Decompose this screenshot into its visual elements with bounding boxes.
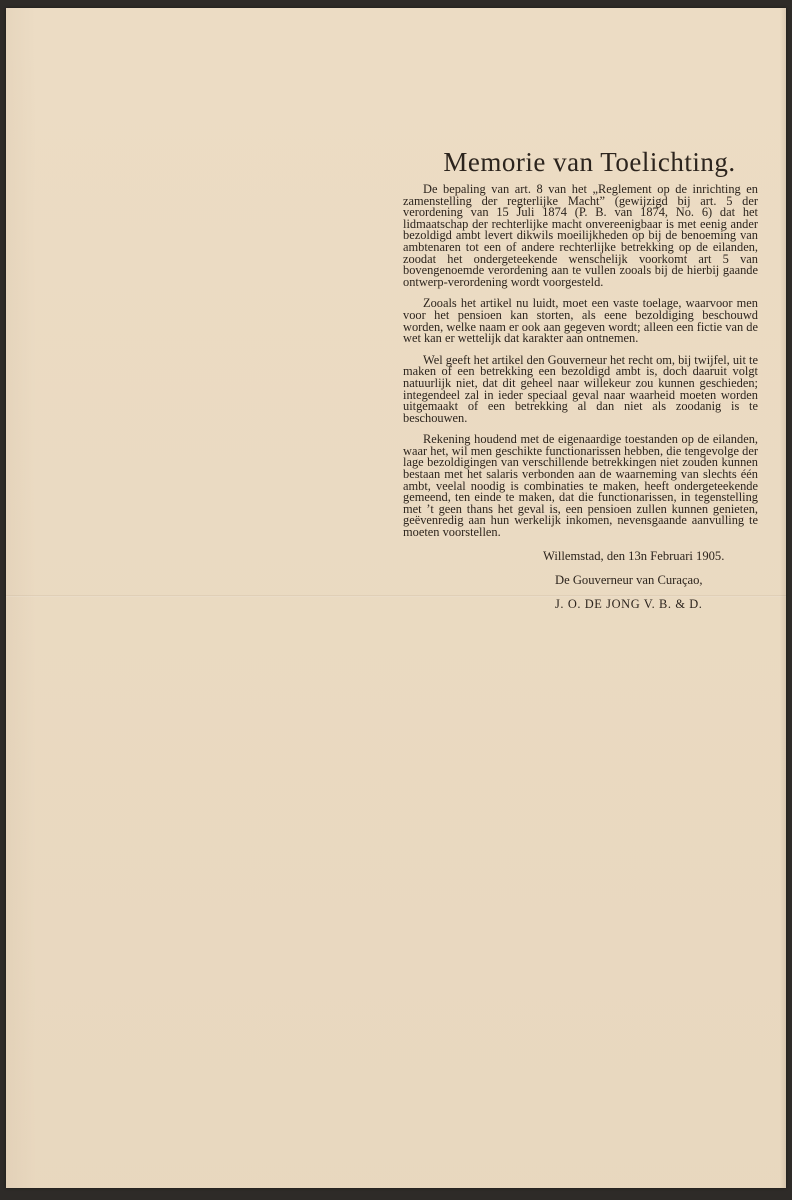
memorandum-article [403, 146, 758, 611]
signatory-name: J. O. DE JONG V. B. & D. [555, 596, 703, 611]
paragraph-2: Zooals het artikel nu luidt, moet een vaste toelage, waarvoor men voor het pensioen kan storten, als eene bezoldiging beschouwd worden, welke naam er ook aan gegeven wordt; alleen een fictie van de wet kan er wettelijk dat karakter aan ontnemen. [403, 296, 758, 346]
paragraph-4: Rekening houdend met de eigenaardige toestanden op de eilanden, waar het, wil men geschikte functionarissen hebben, die tengevolge der lage bezoldigingen van verschillende betrekkingen niet zouden kunnen bestaan met het salaris verbonden aan de waarneming van slechts één ambt, veelal noodig is combinaties te maken, heeft ondergeteekende gemeend, ten einde te maken, dat die functionarissen, in tegenstelling met ’t geen thans het geval is, een pensioen zullen kunnen genieten, geëvenredig aan hun werkelijk inkomen, nevensgaande aanvulling te moeten voorstellen. [403, 432, 758, 540]
page-edge-shadow [780, 8, 786, 1188]
page-title: Memorie van Toelichting. [443, 147, 736, 177]
document-page [6, 8, 786, 1188]
date-line: Willemstad, den 13n Februari 1905. [543, 548, 725, 563]
paragraph-3: Wel geeft het artikel den Gouverneur het recht om, bij twijfel, uit te maken of een betrekking een bezoldigd ambt is, doch daaruit volgt natuurlijk niet, dat dit geheel naar willekeur zou kunnen geschieden; integendeel zal in ieder speciaal geval naar waarheid moeten worden uitgemaakt of een betrekking al dan niet als zoodanig is te beschouwen. [403, 352, 758, 425]
signatory-title: De Gouverneur van Curaçao, [555, 572, 703, 587]
paragraph-1: De bepaling van art. 8 van het „Reglement op de inrichting en zamenstelling der regterlijke Macht” (gewijzigd bij art. 5 der verordening van 15 Juli 1874 (P. B. van 1874, No. 6) dat het lidmaatschap der rechterlijke macht onvereenigbaar is met eenig ander bezoldigd ambt levert dikwils moeilijkheden op bij de benoeming van ambtenaren tot een of andere rechterlijke betrekking op de eilanden, zoodat het ondergeteekende wenschelijk voorkomt art 5 van bovengenoemde verordening aan te vullen zooals bij de hierbij gaande ontwerp-verordening wordt voorgesteld. [403, 182, 758, 289]
